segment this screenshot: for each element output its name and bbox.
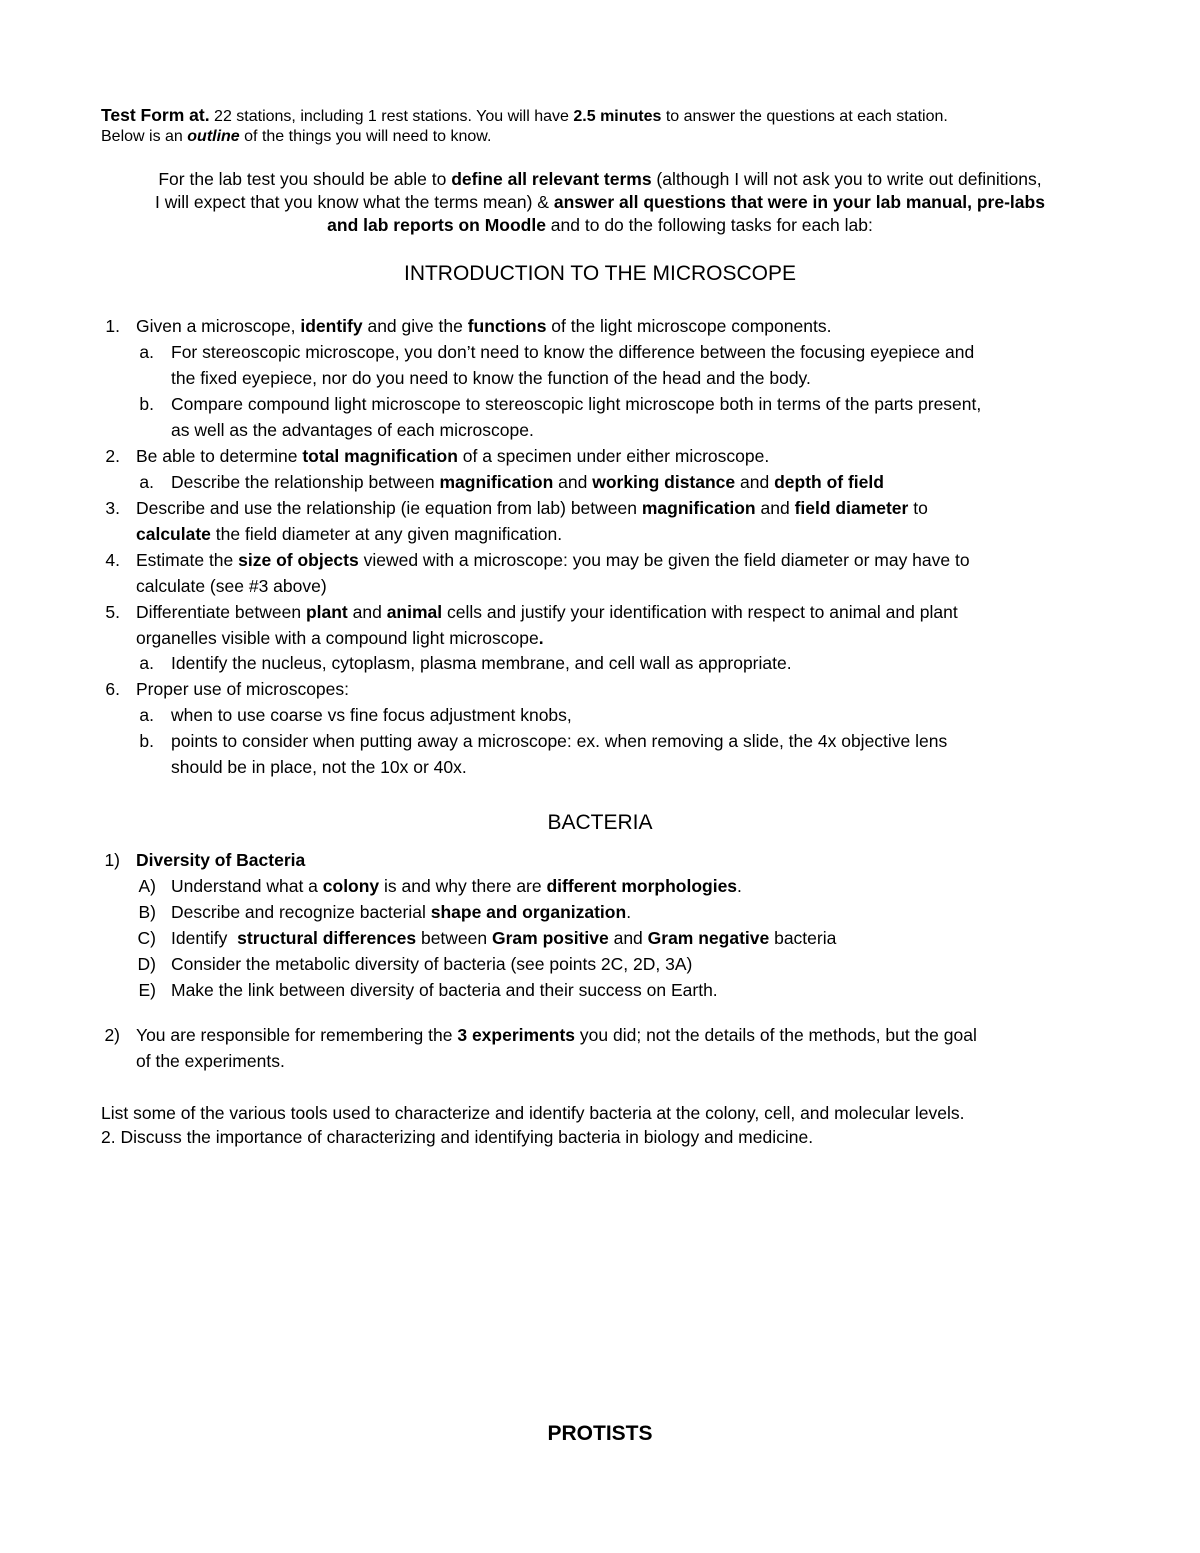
list-item [136,1023,977,1049]
bold-span: size of objects [238,550,359,570]
text-span: of a specimen under either microscope. [457,446,770,466]
sub-list-marker: E) [138,980,156,1000]
list-item [136,600,958,626]
text-span: For the lab test you should be able to [158,169,452,189]
bold-span: Gram positive [492,928,609,948]
sub-list-marker: D) [137,954,156,974]
text-span: and give the [362,316,468,336]
list-marker: 1. [105,316,120,336]
bold-span: working distance [592,472,736,492]
text-span: . [737,876,742,896]
sub-list-marker: b. [139,731,154,751]
protists-heading: PROTISTS [547,1422,653,1445]
list-marker: 5. [105,602,120,622]
sub-list-item [171,926,836,952]
text-span: of the things you will need to know. [239,128,492,145]
text-span: to [908,498,928,518]
list-marker: 4. [105,550,120,570]
text-span: of the light microscope components. [546,316,832,336]
text-span: . [626,902,632,922]
sub-list-item: Consider the metabolic diversity of bacteria (see points 2C, 2D, 3A) [171,954,693,974]
bold-span: magnification [641,498,756,518]
intro-line-3 [0,213,1200,239]
test-format-label: Test Form at. [101,105,210,125]
text-span: and [347,602,387,622]
bold-span: shape and organization [430,902,627,922]
bold-span: 3 experiments [457,1025,576,1045]
bold-span: plant [305,602,348,622]
bold-span: answer all questions that were in your lab manual, pre-labs [553,192,1045,212]
bold-span: . [538,628,544,648]
bold-span: calculate [136,524,211,544]
list-item-cont: of the experiments. [136,1051,285,1071]
text-span: and [608,928,648,948]
outline-emphasis: outline [187,128,240,145]
sub-list-item-cont: as well as the advantages of each microscope. [171,420,534,440]
text-span: Estimate the [136,550,239,570]
text-span: organelles visible with a compound light microscope [136,628,539,648]
text-span: Describe and recognize bacterial [171,902,431,922]
text-span: and [735,472,775,492]
list-item [136,548,970,574]
bold-span: structural differences [237,928,417,948]
text-span: Understand what a [171,876,323,896]
text-span: is and why there are [379,876,547,896]
paragraph-line: List some of the various tools used to characterize and identify bacteria at the colony, cell, and molecular levels. [101,1103,965,1123]
duration-bold: 2.5 minutes [573,108,662,125]
paragraph-line: 2. Discuss the importance of characterizing and identifying bacteria in biology and medicine. [101,1127,814,1147]
text-span: the field diameter at any given magnification. [210,524,563,544]
sub-list-item-cont: should be in place, not the 10x or 40x. [171,757,467,777]
sub-list-marker: b. [139,394,154,414]
sub-list-marker: B) [138,902,156,922]
text-span: you did; not the details of the methods, but the goal [575,1025,977,1045]
text-span: viewed with a microscope: you may be given the field diameter or may have to [358,550,970,570]
sub-list-marker: a. [139,472,154,492]
sub-list-item: Identify the nucleus, cytoplasm, plasma membrane, and cell wall as appropriate. [171,653,792,673]
list-marker: 6. [105,679,120,699]
sub-list-item: Compare compound light microscope to stereoscopic light microscope both in terms of the parts present, [171,394,982,414]
sub-list-marker: a. [139,653,154,673]
sub-list-item: Make the link between diversity of bacteria and their success on Earth. [171,980,718,1000]
list-marker: 1) [104,850,120,870]
list-item-cont [136,522,562,548]
intro-line-1 [0,167,1200,193]
text-span: Given a microscope, [136,316,301,336]
text-span: 22 stations, including 1 rest stations. You will have [209,108,574,125]
outline-line [101,124,491,150]
text-span: and [553,472,593,492]
bold-span: functions [467,316,547,336]
sub-list-item: when to use coarse vs fine focus adjustment knobs, [171,705,572,725]
sub-list-marker: a. [139,705,154,725]
bold-span: define all relevant terms [451,169,652,189]
text-span: Differentiate between [136,602,306,622]
list-item-cont [136,626,544,652]
sub-list-item: For stereoscopic microscope, you don’t need to know the difference between the focusing eyepiece and [171,342,975,362]
bold-span: identify [300,316,363,336]
microscope-heading: INTRODUCTION TO THE MICROSCOPE [403,262,797,285]
text-span: I will expect that you know what the terms mean) & [155,192,554,212]
bold-span: different morphologies [546,876,738,896]
section-title [136,848,305,874]
text-span: bacteria [769,928,837,948]
text-span: Describe and use the relationship (ie equation from lab) between [136,498,642,518]
sub-list-item [171,900,631,926]
text-span: (although I will not ask you to write out definitions, [651,169,1042,189]
bold-span: colony [322,876,380,896]
list-item [136,444,769,470]
bold-span: total magnification [302,446,458,466]
sub-list-item-cont: the fixed eyepiece, nor do you need to know the function of the head and the body. [171,368,811,388]
sub-list-marker: C) [137,928,156,948]
text-span: Identify [171,928,238,948]
bold-span: Gram negative [647,928,770,948]
bold-span: magnification [439,472,554,492]
list-item [136,496,928,522]
sub-list-item [171,874,742,900]
bacteria-heading: BACTERIA [547,811,653,834]
text-span: to answer the questions at each station. [661,108,948,125]
text-span: cells and justify your identification with respect to animal and plant [442,602,958,622]
bold-span: depth of field [774,472,884,492]
bold-span: and lab reports on Moodle [327,215,546,235]
text-span: and [755,498,795,518]
list-marker: 2) [104,1025,120,1045]
list-item: Proper use of microscopes: [136,679,350,699]
list-item [136,314,831,340]
list-item-cont: calculate (see #3 above) [136,576,327,596]
text-span: Be able to determine [136,446,303,466]
sub-list-item [171,470,884,496]
list-marker: 2. [105,446,120,466]
text-span: Below is an [101,128,188,145]
bold-span: field diameter [794,498,909,518]
sub-list-item: points to consider when putting away a microscope: ex. when removing a slide, the 4x objective lens [171,731,948,751]
text-span: between [416,928,492,948]
list-marker: 3. [105,498,120,518]
text-span: You are responsible for remembering the [136,1025,458,1045]
intro-line-2 [0,190,1200,216]
sub-list-marker: A) [138,876,156,896]
bold-span: animal [386,602,443,622]
text-span: and to do the following tasks for each lab: [545,215,873,235]
bold-span: Diversity of Bacteria [136,850,306,870]
text-span: Describe the relationship between [171,472,440,492]
sub-list-marker: a. [139,342,154,362]
